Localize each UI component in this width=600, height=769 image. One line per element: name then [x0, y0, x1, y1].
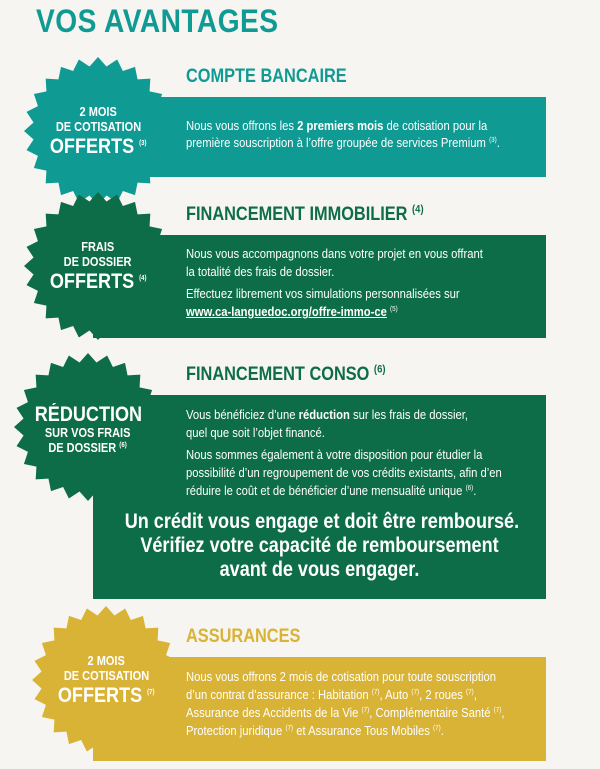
credit-warning: Un crédit vous engage et doit être remboursé. Vérifiez votre capacité de remboursement avant de vous engager. [124, 510, 520, 581]
text-assurances-line2: d’un contrat d’assurance : Habitation $^{(7)}$, Auto $^{(7)}$, 2 roues $^{(7)}$, [186, 688, 477, 702]
text-conso-line3: Nous sommes également à votre disposition pour étudier la [186, 448, 483, 462]
badge-financement-conso: RÉDUCTION SUR VOS FRAIS DE DOSSIER $^{(6)}$ [13, 352, 163, 502]
badge-compte-bancaire: 2 MOIS DE COTISATION OFFERTS $^{(3)}$ [23, 56, 173, 206]
section-title-assurances: ASSURANCES [186, 626, 301, 647]
text-compte-line1: Nous vous offrons les 2 premiers mois de cotisation pour la [186, 119, 488, 133]
text-conso-line1: Vous bénéficiez d’une réduction sur les frais de dossier, [186, 408, 469, 422]
badge-financement-immobilier: FRAIS DE DOSSIER OFFERTS $^{(4)}$ [23, 191, 173, 341]
text-immo-line1: Nous vous accompagnons dans votre projet en vous offrant [186, 247, 483, 261]
page-title: VOS AVANTAGES [36, 3, 279, 39]
section-title-financement-immobilier: FINANCEMENT IMMOBILIER $^{(4)}$ [186, 203, 424, 225]
offre-immo-link[interactable]: www.ca-languedoc.org/offre-immo-ce [186, 305, 387, 319]
text-compte-line2: première souscription à l’offre groupée de services Premium $^{(3)}$. [186, 136, 500, 150]
text-conso-line4: possibilité d’un regroupement de vos crédits existants, afin d’en [186, 466, 502, 480]
text-immo-line2: la totalité des frais de dossier. [186, 265, 335, 279]
section-title-financement-conso: FINANCEMENT CONSO $^{(6)}$ [186, 363, 386, 385]
text-conso-line2: quel que soit l’objet financé. [186, 426, 325, 440]
section-title-compte-bancaire: COMPTE BANCAIRE [186, 66, 347, 87]
text-immo-line3: Effectuez librement vos simulations personnalisées sur [186, 287, 460, 301]
text-conso-line5: réduire le coût et de bénéficier d’une mensualité unique $^{(6)}$. [186, 484, 477, 498]
text-assurances-line1: Nous vous offrons 2 mois de cotisation pour toute souscription [186, 670, 496, 684]
text-assurances-line3: Assurance des Accidents de la Vie $^{(7)}$, Complémentaire Santé $^{(7)}$, [186, 706, 505, 720]
text-assurances-line4: Protection juridique $^{(7)}$ et Assurance Tous Mobiles $^{(7)}$. [186, 724, 444, 738]
badge-assurances: 2 MOIS DE COTISATION OFFERTS $^{(7)}$ [31, 605, 181, 755]
text-immo-line4: www.ca-languedoc.org/offre-immo-ce $^{(5)}$ [186, 305, 398, 319]
